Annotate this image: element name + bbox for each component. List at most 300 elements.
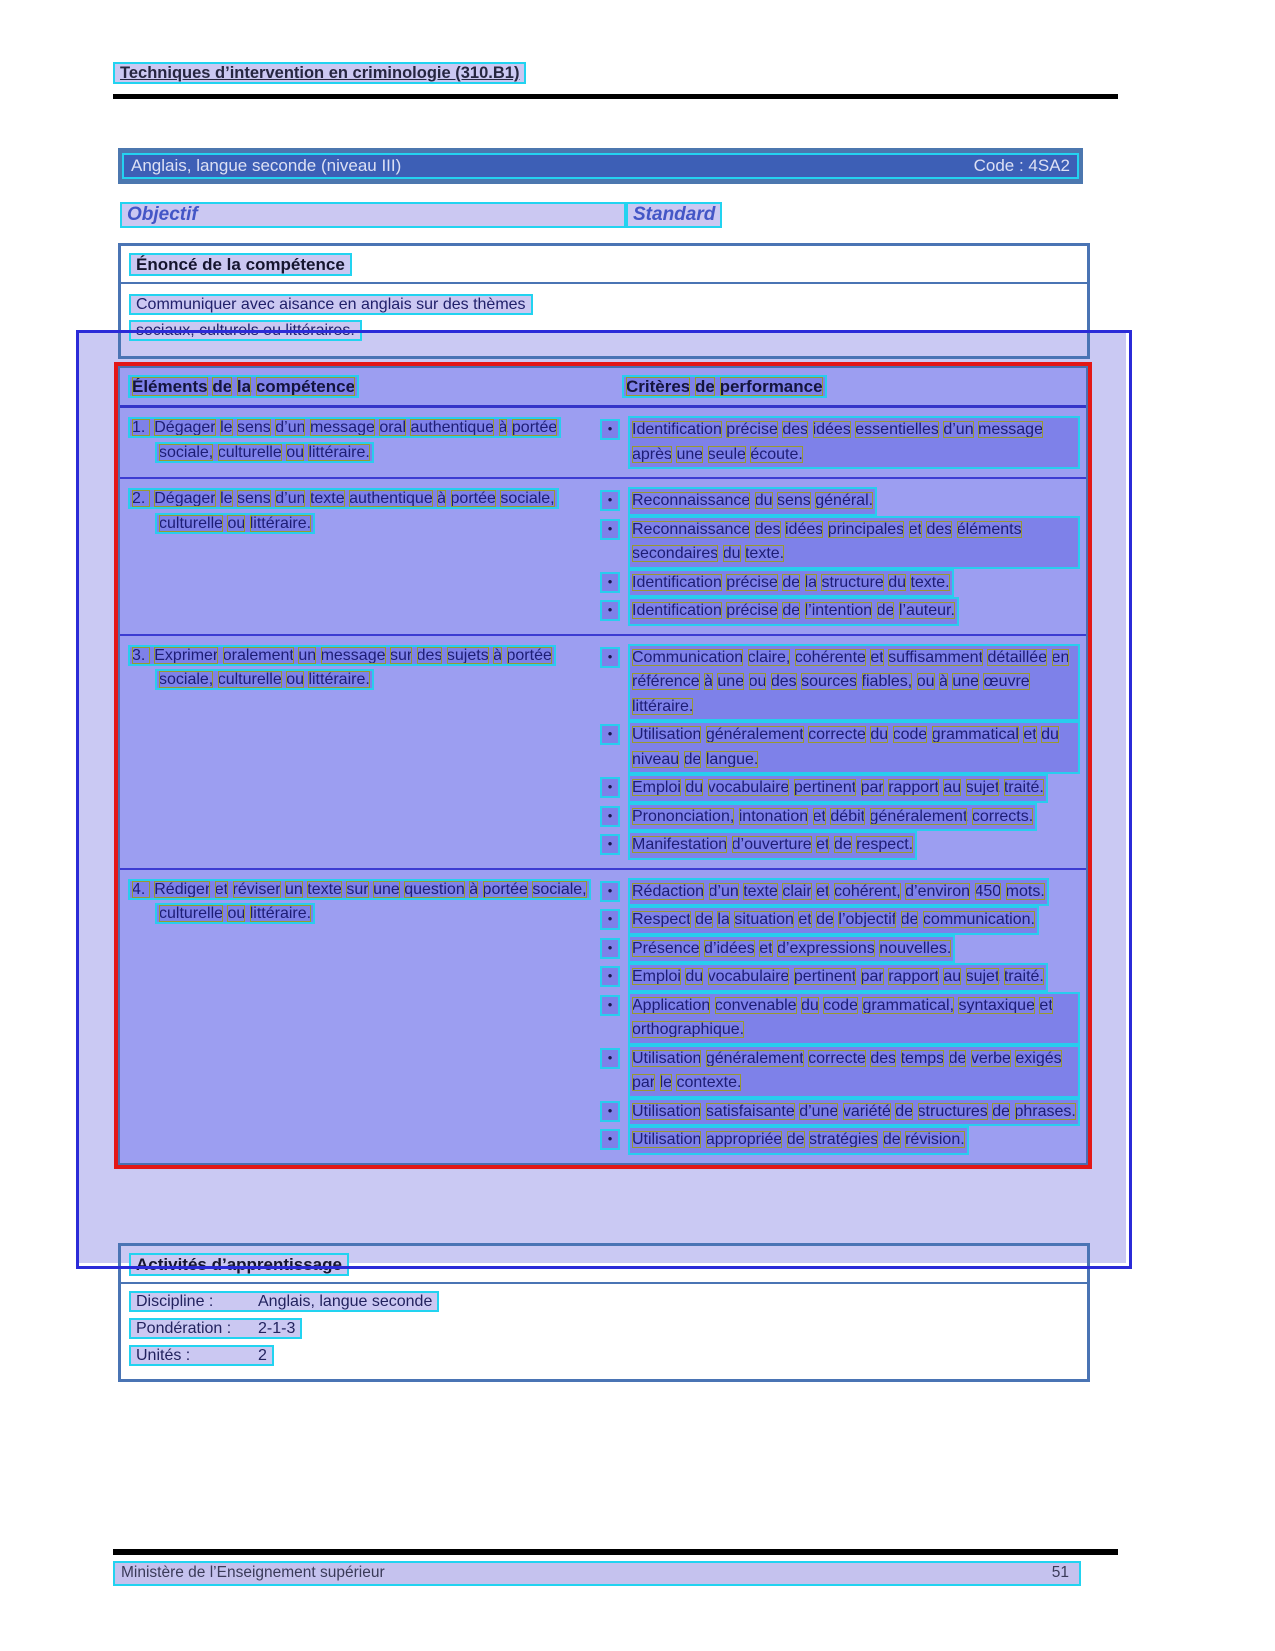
word-box: vocabulaire	[707, 779, 790, 796]
table-row	[120, 868, 1086, 1163]
criterion	[600, 1126, 1080, 1155]
word-box: Reconnaissance	[632, 492, 751, 509]
document-header	[113, 64, 526, 83]
word-box: des	[754, 520, 781, 538]
activity-field-value: 2	[258, 1347, 267, 1364]
word-box: authentique	[410, 419, 495, 436]
criterion	[600, 1045, 1080, 1098]
word-box: d’environ	[905, 882, 971, 900]
criterion-text	[628, 774, 1048, 803]
word-box: du	[722, 545, 741, 562]
word-box: des	[770, 673, 797, 690]
word-box: sens	[236, 419, 271, 436]
word-box: Critères	[626, 377, 691, 396]
word-box: d’ouverture	[731, 836, 812, 853]
bullet-icon: •	[600, 1048, 620, 1069]
criterion-text	[628, 597, 959, 626]
criterion	[600, 992, 1080, 1045]
word-box: littéraire.	[249, 905, 312, 922]
bullet-icon: •	[600, 572, 620, 593]
word-box: un	[285, 880, 303, 898]
element-cell	[120, 870, 600, 1163]
word-box: des	[782, 421, 809, 438]
word-box: et	[1039, 996, 1053, 1014]
criterion-text	[628, 935, 955, 964]
word-box: Rédaction	[632, 882, 705, 900]
word-box: après	[632, 445, 673, 463]
word-box: rapport	[888, 779, 939, 796]
word-box: texte	[309, 490, 345, 507]
word-box: Reconnaissance	[632, 520, 751, 538]
word-box: ou	[286, 671, 304, 688]
word-box: performance	[719, 377, 823, 396]
word-box: généralement	[705, 726, 804, 743]
footer-page-number: 51	[1051, 1564, 1069, 1581]
word-box: des	[870, 1049, 897, 1067]
element-text-wrap	[128, 644, 590, 693]
enonce-body	[121, 284, 1087, 356]
objectif-heading: Objectif	[120, 202, 626, 228]
word-box: sociale,	[500, 490, 555, 507]
word-box: Rédiger	[154, 880, 211, 898]
word-box: d’expressions	[777, 939, 875, 957]
element-text	[128, 645, 556, 691]
criterion	[600, 516, 1080, 569]
criteres-header-cell	[608, 375, 1086, 399]
criterion	[600, 878, 1080, 907]
table-rows	[120, 408, 1086, 1163]
criterion	[600, 831, 1080, 860]
word-box: et	[870, 648, 884, 666]
criterion-text	[628, 1126, 969, 1155]
word-box: stratégies	[809, 1131, 879, 1148]
word-box: verbe	[970, 1049, 1011, 1067]
footer-ministry: Ministère de l’Enseignement supérieur	[121, 1564, 385, 1581]
word-box: et	[816, 836, 830, 853]
word-box: Utilisation	[632, 1102, 702, 1120]
word-box: message	[978, 421, 1043, 438]
word-box: ou	[227, 514, 246, 532]
word-box: un	[298, 646, 317, 664]
word-box: Application	[632, 996, 711, 1014]
footer-rule	[113, 1549, 1118, 1555]
word-box: l’auteur.	[898, 602, 955, 619]
word-box: contexte.	[676, 1074, 742, 1091]
element-text-wrap	[128, 416, 590, 465]
footer-bar	[113, 1561, 1081, 1586]
word-box: syntaxique	[958, 996, 1035, 1014]
word-box: du	[801, 996, 819, 1014]
word-box: l’objectif	[838, 911, 897, 928]
activity-field-row	[129, 1347, 1079, 1365]
word-box: message	[320, 646, 386, 664]
document-header-text: Techniques d’intervention en criminologie (310.B1)	[113, 62, 526, 84]
word-box: structure	[821, 573, 884, 591]
criteres-header	[622, 375, 827, 398]
word-box: Exprimer	[154, 646, 219, 664]
activity-field-label: Discipline :	[136, 1293, 214, 1310]
word-box: sujet	[965, 968, 1000, 985]
word-box: Identification	[632, 421, 722, 438]
criterion-text	[628, 906, 1039, 935]
word-box: Dégager	[154, 490, 216, 507]
activity-field	[129, 1345, 274, 1366]
word-box: éléments	[956, 520, 1022, 538]
word-box: code	[892, 726, 928, 743]
criterion-text	[628, 644, 1080, 722]
criterion-text	[628, 721, 1080, 774]
word-box: idées	[785, 520, 824, 538]
bullet-icon: •	[600, 490, 620, 511]
word-box: Emploi	[632, 968, 681, 985]
word-box: temps	[900, 1049, 945, 1067]
criterion	[600, 1098, 1080, 1127]
word-box: message	[309, 419, 375, 436]
criterion-text	[628, 831, 917, 860]
activites-fields	[121, 1284, 1087, 1379]
enonce-text-paragraph	[129, 292, 567, 344]
bullet-icon: •	[600, 938, 620, 959]
word-box: sur	[346, 880, 369, 898]
word-box: du	[754, 492, 773, 509]
word-box: secondaires	[632, 545, 719, 562]
word-box: Éléments	[132, 377, 208, 396]
word-box: cohérent,	[833, 882, 901, 900]
word-box: une	[952, 673, 980, 690]
word-box: du	[888, 573, 906, 591]
course-title-strip	[122, 153, 1079, 179]
criterion-text	[628, 803, 1037, 832]
word-box: sur	[389, 646, 413, 664]
word-box: détaillée	[987, 648, 1048, 666]
word-box: et	[1023, 726, 1037, 743]
word-box: d’une	[799, 1102, 839, 1120]
element-cell	[120, 479, 600, 634]
word-box: à	[469, 880, 479, 898]
word-box: authentique	[349, 490, 433, 507]
criterion-text	[628, 487, 877, 516]
word-box: 2.	[132, 490, 150, 507]
criterion	[600, 597, 1080, 626]
activity-field-row	[129, 1320, 1079, 1338]
word-box: général.	[815, 492, 874, 509]
table-row	[120, 477, 1086, 634]
word-box: ou	[748, 673, 767, 690]
word-box: sociale,	[159, 443, 214, 461]
course-title-bar	[118, 148, 1083, 184]
word-box: idées	[812, 421, 851, 438]
word-box: d’un	[943, 421, 974, 438]
activites-header: Activités d’apprentissage	[129, 1253, 349, 1276]
course-code: Code : 4SA2	[973, 156, 1070, 175]
bullet-icon: •	[600, 724, 620, 745]
word-box: par	[860, 968, 884, 985]
word-box: seule	[707, 445, 746, 463]
element-text	[128, 879, 591, 925]
word-box: Identification	[632, 573, 722, 591]
word-box: précise	[726, 573, 778, 591]
criterion	[600, 569, 1080, 598]
word-box: portée	[506, 646, 552, 664]
word-box: culturelle	[159, 514, 224, 532]
word-box: sens	[777, 492, 811, 509]
element-text	[128, 417, 561, 463]
word-box: à	[493, 646, 503, 664]
criteria-list	[600, 408, 1086, 477]
word-box: portée	[511, 419, 558, 436]
word-box: la	[717, 911, 730, 928]
activites-header-area	[121, 1246, 1087, 1282]
word-box: de	[782, 602, 801, 619]
activity-field-label: Pondération :	[136, 1320, 232, 1337]
word-box: Utilisation	[632, 1049, 702, 1067]
word-box: compétence	[255, 377, 356, 396]
word-box: texte	[743, 882, 778, 900]
word-box: structures	[917, 1102, 988, 1120]
element-text-wrap	[128, 487, 590, 536]
word-box: code	[823, 996, 858, 1014]
word-box: au	[943, 968, 962, 985]
word-box: Utilisation	[632, 1131, 702, 1148]
activity-field-value: Anglais, langue seconde	[258, 1293, 433, 1310]
word-box: le	[220, 490, 233, 507]
activites-box	[118, 1243, 1090, 1382]
word-box: texte	[307, 880, 342, 898]
word-box: de	[876, 602, 895, 619]
word-box: la	[804, 573, 818, 591]
word-box: révision.	[905, 1131, 965, 1148]
word-box: Manifestation	[632, 836, 728, 853]
word-box: ou	[227, 905, 246, 922]
word-box: généralement	[705, 1049, 804, 1067]
criteria-list	[600, 636, 1086, 868]
word-box: grammatical	[931, 726, 1019, 743]
table-row	[120, 634, 1086, 868]
element-cell	[120, 636, 600, 868]
bullet-icon: •	[600, 1129, 620, 1150]
word-box: mots.	[1005, 882, 1045, 900]
word-box: de	[782, 573, 801, 591]
activity-field-value: 2-1-3	[258, 1320, 296, 1337]
word-box: précise	[726, 602, 778, 619]
word-box: du	[1041, 726, 1059, 743]
word-box: littéraire.	[249, 514, 312, 532]
bullet-icon: •	[600, 909, 620, 930]
bullet-icon: •	[600, 806, 620, 827]
criterion-text	[628, 1045, 1080, 1098]
criterion-text	[628, 516, 1080, 569]
bullet-icon: •	[600, 600, 620, 621]
word-box: d’un	[275, 419, 306, 436]
word-box: appropriée	[705, 1131, 783, 1148]
word-box: du	[685, 779, 704, 796]
word-box: exigés	[1015, 1049, 1062, 1067]
word-box: d’un	[275, 490, 306, 507]
word-box: une	[373, 880, 400, 898]
criterion-text	[628, 878, 1049, 907]
word-box: sources	[801, 673, 858, 690]
word-box: correcte	[808, 726, 866, 743]
word-box: de	[695, 911, 713, 928]
activity-field	[129, 1318, 302, 1339]
word-box: de	[695, 377, 715, 396]
criterion-text	[628, 1098, 1080, 1127]
word-box: Utilisation	[632, 726, 702, 743]
word-box: de	[895, 1102, 914, 1120]
word-box: sociale,	[159, 671, 214, 688]
word-box: correcte	[808, 1049, 866, 1067]
word-box: littéraire.	[308, 671, 370, 688]
word-box: de	[212, 377, 233, 396]
word-box: de	[833, 836, 852, 853]
word-box: texte.	[910, 573, 950, 591]
bullet-icon: •	[600, 966, 620, 987]
word-box: 4.	[132, 880, 150, 898]
table-row	[120, 408, 1086, 477]
word-box: une	[717, 673, 745, 690]
word-box: littéraire.	[632, 697, 694, 715]
word-box: pertinent	[793, 968, 857, 985]
enonce-text: Communiquer avec aisance en anglais sur des thèmes sociaux, culturels ou littéraires.	[129, 294, 533, 341]
word-box: et	[798, 911, 812, 928]
word-box: et	[812, 807, 826, 825]
standard-heading: Standard	[626, 202, 722, 228]
bullet-icon: •	[600, 995, 620, 1016]
word-box: variété	[842, 1102, 891, 1120]
word-box: de	[900, 911, 919, 928]
word-box: culturelle	[217, 671, 282, 688]
word-box: d’idées	[704, 939, 755, 957]
word-box: à	[938, 673, 948, 690]
word-box: ou	[286, 443, 304, 461]
word-box: au	[943, 779, 962, 796]
criteria-list	[600, 870, 1086, 1163]
word-box: fiables,	[861, 673, 913, 690]
word-box: réviser	[232, 880, 281, 898]
word-box: de	[882, 1131, 901, 1148]
word-box: portée	[482, 880, 528, 898]
criterion	[600, 487, 1080, 516]
word-box: le	[659, 1074, 673, 1091]
top-rule	[113, 94, 1118, 99]
criterion	[600, 803, 1080, 832]
bullet-icon: •	[600, 647, 620, 668]
elements-header-cell	[120, 375, 608, 399]
word-box: Présence	[632, 939, 700, 957]
word-box: de	[992, 1102, 1011, 1120]
word-box: oralement	[222, 646, 294, 664]
word-box: orthographique.	[632, 1021, 745, 1038]
word-box: sociale,	[532, 880, 587, 898]
word-box: par	[860, 779, 884, 796]
word-box: oral	[379, 419, 406, 436]
word-box: principales	[827, 520, 905, 538]
word-box: rapport	[888, 968, 939, 985]
word-box: ou	[916, 673, 935, 690]
criterion	[600, 963, 1080, 992]
word-box: phrases.	[1014, 1102, 1076, 1120]
word-box: généralement	[869, 807, 968, 825]
word-box: question	[404, 880, 465, 898]
word-box: la	[236, 377, 252, 396]
criterion-text	[628, 569, 954, 598]
word-box: sujet	[965, 779, 1000, 796]
word-box: essentielles	[855, 421, 939, 438]
word-box: Identification	[632, 602, 722, 619]
word-box: œuvre	[983, 673, 1030, 690]
word-box: à	[437, 490, 447, 507]
word-box: des	[416, 646, 443, 664]
competency-table	[118, 366, 1088, 1165]
element-text	[128, 488, 559, 534]
word-box: en	[1051, 648, 1070, 666]
word-box: écoute.	[750, 445, 803, 463]
word-box: par	[632, 1074, 656, 1091]
word-box: le	[220, 419, 233, 436]
criterion	[600, 644, 1080, 722]
word-box: sens	[236, 490, 271, 507]
criterion	[600, 721, 1080, 774]
table-header-row	[120, 368, 1086, 408]
word-box: de	[683, 750, 702, 768]
criterion	[600, 906, 1080, 935]
element-text-wrap	[128, 878, 590, 927]
word-box: l’intention	[804, 602, 873, 619]
word-box: Respect	[632, 911, 691, 928]
word-box: de	[948, 1049, 967, 1067]
word-box: situation	[734, 911, 794, 928]
word-box: pertinent	[793, 779, 857, 796]
word-box: et	[908, 520, 922, 538]
word-box: à	[704, 673, 713, 690]
criterion	[600, 416, 1080, 469]
activity-field	[129, 1291, 439, 1312]
word-box: de	[786, 1131, 805, 1148]
word-box: et	[214, 880, 229, 898]
word-box: niveau	[632, 750, 680, 768]
word-box: Emploi	[632, 779, 681, 796]
word-box: 3.	[132, 646, 150, 664]
word-box: Dégager	[154, 419, 216, 436]
word-box: texte.	[744, 545, 785, 562]
activity-field-label: Unités :	[136, 1347, 191, 1364]
word-box: et	[816, 882, 830, 900]
objectif-standard-row	[120, 202, 722, 228]
criterion-text	[628, 963, 1048, 992]
word-box: débit	[830, 807, 866, 825]
word-box: d’un	[708, 882, 739, 900]
word-box: du	[870, 726, 889, 743]
word-box: du	[685, 968, 704, 985]
word-box: satisfaisante	[705, 1102, 795, 1120]
word-box: et	[759, 939, 773, 957]
word-box: 450	[974, 882, 1002, 900]
bullet-icon: •	[600, 834, 620, 855]
word-box: à	[498, 419, 508, 436]
enonce-header-area	[121, 246, 1087, 282]
course-title: Anglais, langue seconde (niveau III)	[131, 156, 402, 175]
word-box: littéraire.	[308, 443, 370, 461]
bullet-icon: •	[600, 881, 620, 902]
word-box: vocabulaire	[707, 968, 790, 985]
word-box: culturelle	[217, 443, 282, 461]
word-box: Communication	[632, 648, 744, 666]
enonce-box	[118, 243, 1090, 359]
word-box: des	[926, 520, 953, 538]
word-box: claire,	[747, 648, 791, 666]
word-box: grammatical,	[862, 996, 955, 1014]
criterion-text	[628, 992, 1080, 1045]
